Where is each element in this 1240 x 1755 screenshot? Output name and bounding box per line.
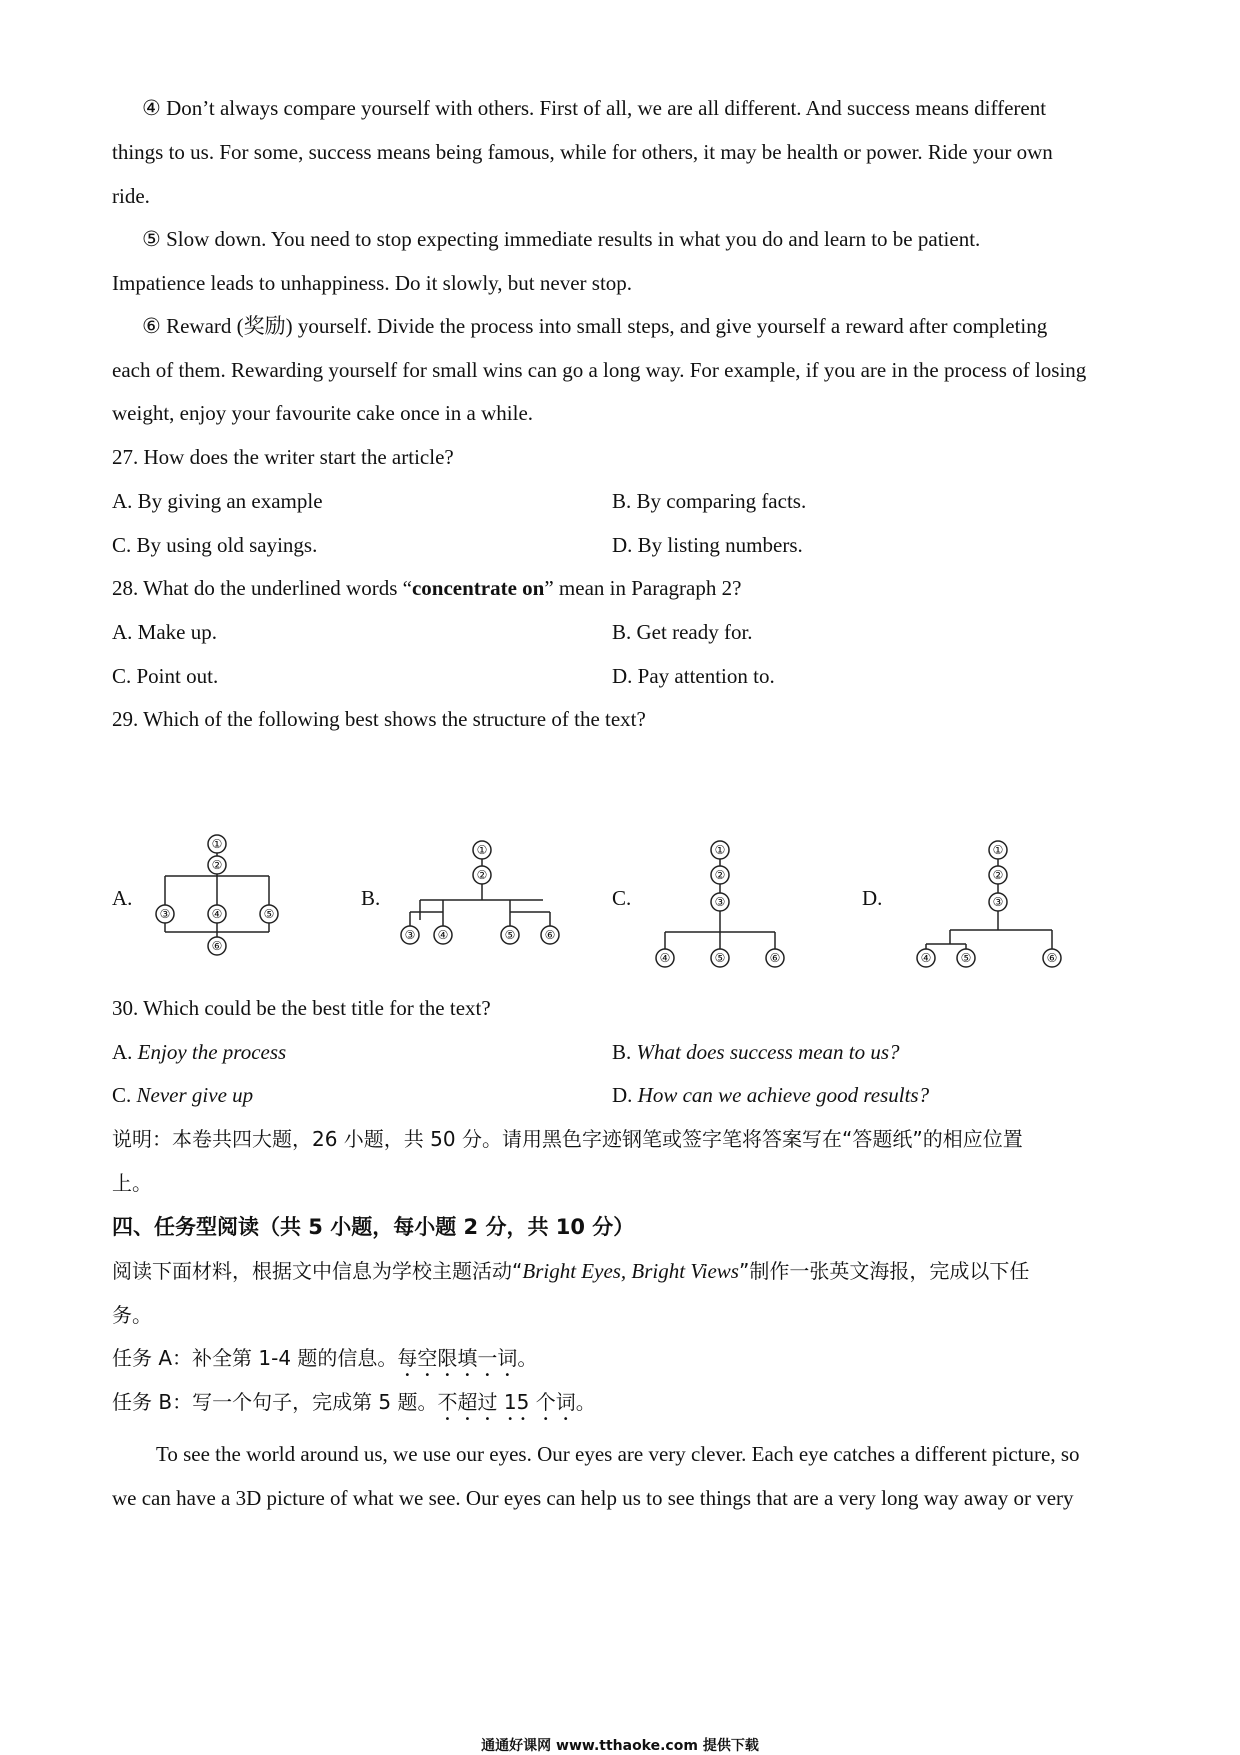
node-6-label: ⑥ [211,939,223,953]
option-letter: B. [612,1040,637,1064]
structure-diagram-d [910,840,1070,970]
paragraph-6-line-3: weight, enjoy your favourite cake once in a while. [112,401,534,425]
node-1-label: ① [992,843,1004,857]
task-a-emphasis: 每空限填一词 [397,1346,518,1370]
node-1-label: ① [714,843,726,857]
option-letter: A. [112,1040,138,1064]
task-b-emphasis: 不超过 15 个词 [437,1390,576,1414]
question-29-option-c-label: C. [612,886,632,910]
node-3-label: ③ [404,928,416,942]
node-2-label: ② [714,868,726,882]
section-4-intro-line-2: 务。 [112,1303,152,1327]
question-27-option-c: C. By using old sayings. [112,533,318,557]
paragraph-6-line-1: ⑥ Reward (奖励) yourself. Divide the process into small steps, and give yourself a reward after completing [142,314,1048,338]
node-3-label: ③ [714,895,726,909]
passage-line-1: To see the world around us, we use our eyes. Our eyes are very clever. Each eye catches a different picture, so [156,1442,1080,1466]
paragraph-4-line-1: ④ Don’t always compare yourself with others. First of all, we are all different. And success means different [142,96,1047,120]
task-a [112,1345,537,1381]
node-4-label: ④ [437,928,449,942]
question-28-stem [112,575,741,601]
option-letter: C. [112,1083,137,1107]
question-29-option-a-label: A. [112,886,133,910]
question-30-stem: 30. Which could be the best title for the text? [112,996,491,1020]
page-footer: 通通好课网 www.tthaoke.com 提供下载 [481,1738,759,1754]
underlined-phrase: concentrate on [411,576,545,600]
option-text: Never give up [136,1083,254,1107]
node-2-label: ② [476,868,488,882]
structure-diagram-a [140,830,290,960]
section-4-intro-line-1 [112,1258,1029,1284]
question-29-option-d-label: D. [862,886,883,910]
node-6-label: ⑥ [1046,951,1058,965]
node-5-label: ⑤ [960,951,972,965]
question-27-option-a: A. By giving an example [112,489,323,513]
question-27-stem: 27. How does the writer start the article? [112,445,454,469]
paragraph-6-line-2: each of them. Rewarding yourself for small wins can go a long way. For example, if you are in the process of losing [112,358,1087,382]
paragraph-4-line-3: ride. [112,184,150,208]
node-2-label: ② [992,868,1004,882]
intro-end: ”制作一张英文海报，完成以下任 [738,1259,1030,1283]
intro-start: 阅读下面材料，根据文中信息为学校主题活动“ [112,1259,523,1283]
option-text: Enjoy the process [137,1040,287,1064]
question-30-option-d [612,1082,929,1108]
question-28-option-c: C. Point out. [112,664,219,688]
question-30-option-a [112,1039,286,1065]
node-6-label: ⑥ [769,951,781,965]
question-28-option-b: B. Get ready for. [612,620,753,644]
passage-line-2: we can have a 3D picture of what we see. Our eyes can help us to see things that are a very long way away or very [112,1486,1074,1510]
paragraph-5-line-2: Impatience leads to unhappiness. Do it slowly, but never stop. [112,271,633,295]
node-1-label: ① [476,843,488,857]
node-2-label: ② [211,858,223,872]
question-27-option-b: B. By comparing facts. [612,489,807,513]
paragraph-4-line-2: things to us. For some, success means being famous, while for others, it may be health or power. Ride your own [112,140,1053,164]
section-4-heading: 四、任务型阅读（共 5 小题，每小题 2 分，共 10 分） [112,1215,635,1239]
task-a-start: 任务 A：补全第 1-4 题的信息。 [112,1346,398,1370]
option-letter: D. [612,1083,638,1107]
node-1-label: ① [211,837,223,851]
question-30-option-b [612,1039,900,1065]
node-3-label: ③ [992,895,1004,909]
node-3-label: ③ [159,907,171,921]
question-30-option-c [112,1082,253,1108]
task-b [112,1389,596,1425]
option-text: How can we achieve good results? [637,1083,930,1107]
question-28-stem-end: ” mean in Paragraph 2? [544,576,742,600]
node-5-label: ⑤ [504,928,516,942]
node-5-label: ⑤ [714,951,726,965]
node-4-label: ④ [211,907,223,921]
question-29-option-b-label: B. [361,886,381,910]
question-28-stem-start: 28. What do the underlined words “ [112,576,412,600]
paragraph-5-line-1: ⑤ Slow down. You need to stop expecting immediate results in what you do and learn to be patient. [142,227,981,251]
structure-diagram-c [650,840,800,970]
activity-title: Bright Eyes, Bright Views [522,1259,739,1283]
node-5-label: ⑤ [263,907,275,921]
task-a-end: 。 [517,1346,538,1370]
task-b-start: 任务 B：写一个句子，完成第 5 题。 [112,1390,438,1414]
instructions-note-line-2: 上。 [112,1171,152,1195]
instructions-note-line-1: 说明：本卷共四大题，26 小题，共 50 分。请用黑色字迹钢笔或签字笔将答案写在“答题纸”的相应位置 [112,1127,1023,1151]
node-4-label: ④ [659,951,671,965]
structure-diagram-b [395,840,575,950]
question-29-stem: 29. Which of the following best shows the structure of the text? [112,707,646,731]
task-b-end: 。 [575,1390,596,1414]
question-28-option-a: A. Make up. [112,620,217,644]
question-27-option-d: D. By listing numbers. [612,533,803,557]
node-6-label: ⑥ [544,928,556,942]
node-4-label: ④ [920,951,932,965]
question-28-option-d: D. Pay attention to. [612,664,775,688]
option-text: What does success mean to us? [636,1040,900,1064]
